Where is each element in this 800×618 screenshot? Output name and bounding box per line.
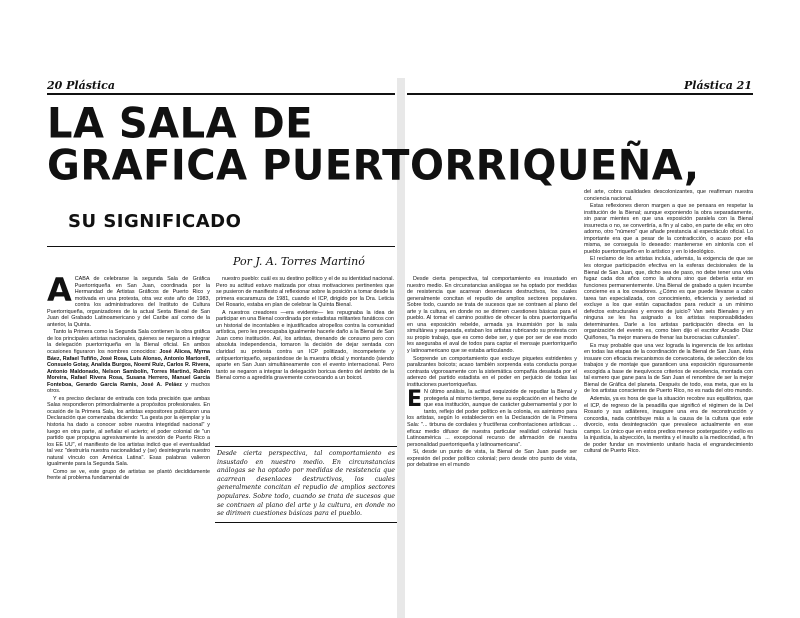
artist-names: José Alicea, Myrna Báez, Rafael Tufiño, José Rosa, Luis Alonso, Antonio Martorell, Consuelo Gotay, Analida Burgos, Noemí Ruiz, Carlos R. Rivera, Antonio Maldonado, Nelson Sambolín, Torres Martinó, Rubén Moreira, Rafael Rivera Rosa, Susana Herrero, Manuel García Fonteboa, Gerardo García Ramis, José A. Peláez: [47, 349, 210, 388]
col3-paragraph-2: Sorprende un comportamiento que excluye piquetes estridentes y paralizantes boicots; acaso también sorprenda esta conducta porque contrasta vigorosamente con la sistemática compañía desatada por el aderezo del partido estadista en el poder en perjuicio de todas las instituciones puertorriqueñas.: [407, 355, 577, 388]
col1-lead: CABA de celebrarse la segunda Sala de Gráfica Puertorriqueña en San Juan, coordinada por la Hermandad de Artistas Gráficos de Puerto Rico y motivada en una protesta, otra vez este año de 1983, contra los administradores del Instituto de Cultura Puertorriqueña, organizadores de la actual Sexta Bienal de San Juan del Grabado Latinoamericano y del Caribe así como de la anterior, la Quinta.: [47, 276, 210, 328]
column-1: [47, 276, 210, 610]
artist-names-tail: y muchos otros.: [47, 381, 210, 395]
col1-paragraph-2: Tanto la Primera como la Segunda Sala contienen la obra gráfica de los principales artistas nacionales, quienes se negaron a integrar la delegación puertorriqueña en la Bienal oficial. En ambos ocasiones figuraron los nombres conocidos:: [47, 329, 210, 356]
title-line-2: GRAFICA PUERTORRIQUEÑA,: [47, 141, 700, 191]
col4-paragraph-4: Es muy probable que una vez lograda la ingerencia de los artistas en todas las etapas de la coordinación de la Bienal de San Juan, ésta insuare con eficacia mecanismos de convocatoria, de selección de los trabajos y de montaje que garanticen una exposición rigurosamente escogida a base de inequívocos criterios de excelencia, montada con tal esmero que gane para la de San Juan el renombre de ser la mejor Bienal de Gráfica del planeta. Después de todo, esa meta, que es la de los artistas conscientes de Puerto Rico, no es nada del otro mundo.: [584, 342, 753, 395]
column-4: [584, 189, 753, 610]
page-header-right: Plástica 21: [684, 79, 752, 92]
pull-quote: Desde cierta perspectiva, tal comportamiento es insustado en nuestro medio. En circunstancias análogas se ha optado por medidas de resistencia que acarrean desenlaces destructivos, los cuales generalmente concitan el repudio de amplios sectores populares. Sobre todo, cuando se trata de sucesos que se contraen al plano del arte y la cultura, en donde no se dirimen cuestiones básicas para el pueblo.: [215, 446, 397, 523]
col2-paragraph-2: A nuestros creadores —era evidente— les repugnaba la idea de participar en una Bienal coordinada por estadistas militantes fanáticos con un historial de incontables e injustificados atropellos contra la comunidad artística, pero les preocupaba igualmente hacerle daño a la Bienal de San Juan como institución. Así, los artistas, drenando de consumo pero con absoluta independencia, tomaron la decisión de dejar sentada con claridad su protesta contra un ICP politizado, incompetente y antipuertorriqueño, separándose de la muestra oficial y montando (siendo aparte en San Juan simultáneamente con el evento internacional. Pero tanto se negaron a integrar la delegación boricua dentro del ámbito de la Bienal como a agredirla gravemente convocando a un boicot.: [216, 309, 394, 382]
page-header-left: 20 Plástica: [47, 79, 115, 92]
title-rule: [47, 246, 395, 247]
col4-paragraph-2: Estas reflexiones dieron margen a que se pensara en respetar la institución de la Bienal; aunque exponiendo la obra separadamente, sin parar mientes en que una exposición paralela con la Bienal insurrecta o no, se convertiría, a fin y al cabo, en parte de ella; en otro adorno, otro "número" que añade prestancia al espectáculo oficial. Lo importante era que a pesar de la contradicción, o acaso por ella misma, se conseguía lo deseado: mantenerse en sintonía con el pueblo puertorriqueño en lo artístico y en lo ideológico.: [584, 203, 753, 255]
col2-paragraph-1: nuestro pueblo: cuál es su destino político y el de su identidad nacional. Pero su actitud estuvo matizada por otras motivaciones pertinentes que se pusieron de manifiesto al reflexionar sobre la posición a tomar desde la primera escaramuza de 1981, cuando el ICP, dirigido por la Dra. Leticia Del Rosario, estaba en plan de celebrar la Quinta Bienal.: [216, 276, 394, 309]
byline: Por J. A. Torres Martinó: [233, 255, 365, 268]
drop-cap-e: E: [407, 387, 423, 413]
header-rule-left: [47, 93, 395, 95]
title-line-1: LA SALA DE: [47, 99, 314, 149]
article-title: [47, 99, 700, 191]
col3-paragraph-4: Si, desde un punto de vista, la Bienal de San Juan puede ser expresión del poder político colonial; pero desde otro punto de vista, por debatirse en el mundo: [407, 449, 577, 469]
col4-paragraph-5: Además, ya es hora de que la situación recobre sus equilibrios, que el ICP, de regreso de la pesadilla que significó el régimen de la Del Rosario y sus adláteres, inaugure una era de reconstrucción y concordia, nada contribuye más a la causa de la cultura que este divorcio, esta desintegración que prevalece actualmente en ese campo. Lo único que en estos predios merece postergación y exilio es la injusticia, la abyección, la mentira y el insulto a la mediocridad, a fin de poder fundar un movimiento unitario hacia el engrandecimiento cultural de Puerto Rico.: [584, 395, 753, 455]
col3-paragraph-1: Desde cierta perspectiva, tal comportamiento es insustado en nuestro medio. En circunstancias análogas se ha optado por medidas de resistencia que acarrean desenlaces destructivos, los cuales generalmente concitan el repudio de amplios sectores populares. Sobre todo, cuando se trata de sucesos que se contraen al plano del arte y la cultura, en donde no se dirimen cuestiones básicas para el pueblo. Al tomar el camino positivo de ofrecer la obra puertorriqueña en una exposición rebelde, armada ya inusmisión por la sala simultánea y separada, estaban los artistas rubricando su protesta con su propio trabajo, que es como debe ser, y que por ser de ese modo les aseguraba el aval de todos para captar el mensaje puertorriqueño y latinoamericano que se estaba articulando.: [407, 276, 577, 355]
article-subtitle: SU SIGNIFICADO: [68, 211, 242, 232]
column-3: [407, 276, 577, 610]
col4-paragraph-1: del arte, cobra cualidades descolonizantes, que reafirman nuestra conciencia nacional.: [584, 189, 753, 202]
col4-paragraph-3: El reclamo de los artistas incluía, además, la exigencia de que se les otorgue participación efectiva en la esferas decisionales de la Bienal de San Juan, que, dicho sea de paso, no debe tener una vida fugaz cada dos años como la ahora sino que debería estar en funciones permanentemente. Una Bienal de grabado a quien incumbe concierne es a los creadores. ¿Cómo es que puede llevarse a cabo tarea tan especializada, con conocimiento, eficiencia y seriedad si excluye a los que están capacitados para reducir a un mínimo defectos estructurales y errores de juicio? Van seis Bienales y en ninguna se les ha asignado a los artistas responsabilidades determinantes. Darle a los artistas participación directa en la organización del evento es, como bien dijo el escritor Arcadio Díaz Quiñones, "la mejor manera de frenar las burocracias culturales".: [584, 256, 753, 342]
col3-paragraph-3: N último análisis, la actitud esquizoide de repudiar la Bienal y protegerla al mismo tiempo, tiene su explicación en el hecho de que esa institución, aunque de carácter gubernamental y por lo tanto, reflejo del poder político en la colonia, es asimismo para los artistas, según lo establecieron en la Declaración de la Primera Sala: "... tirbuna de cordiales y fructíferas confrontaciones artísticas ... eficaz medio difusor de nuestra particular realidad colonial hacia Latinoamérica ... excepcional recurso de afirmación de nuestra personalidad puertorriqueña y latinoamericana".: [407, 389, 577, 448]
header-rule-right: [407, 93, 753, 95]
col1-paragraph-4: Como se ve, este grupo de artistas se plantó decididamente frente al problema fundamental de: [47, 468, 210, 482]
col1-paragraph-3: Y es preciso declarar de entrada con toda precisión que ambas Salas respondieron primordialmente a propósitos profesionales. En ocasión de la Primera Sala, los artistas expositores publicaron una Declaración que comenzaba diciendo: "La gesta por la ejemplar y la historia ha dado a conocer sobre nuestra integridad nacional" y luego en otra parte, al señalar el acierto; el poder colonial de "un partido que propugna agresivamente la anexión de Puerto Rico a los EE UU", el manifiesto de los artistas indicó que el eventualidad tal vez "destruiría nuestra nacionalidad y (se) desintegraría nuestro natural vínculo con América Latina". Esas palabras valieron igualmente para la Segunda Sala.: [47, 395, 210, 468]
drop-cap-a: A: [47, 276, 72, 309]
column-2: [216, 276, 394, 436]
